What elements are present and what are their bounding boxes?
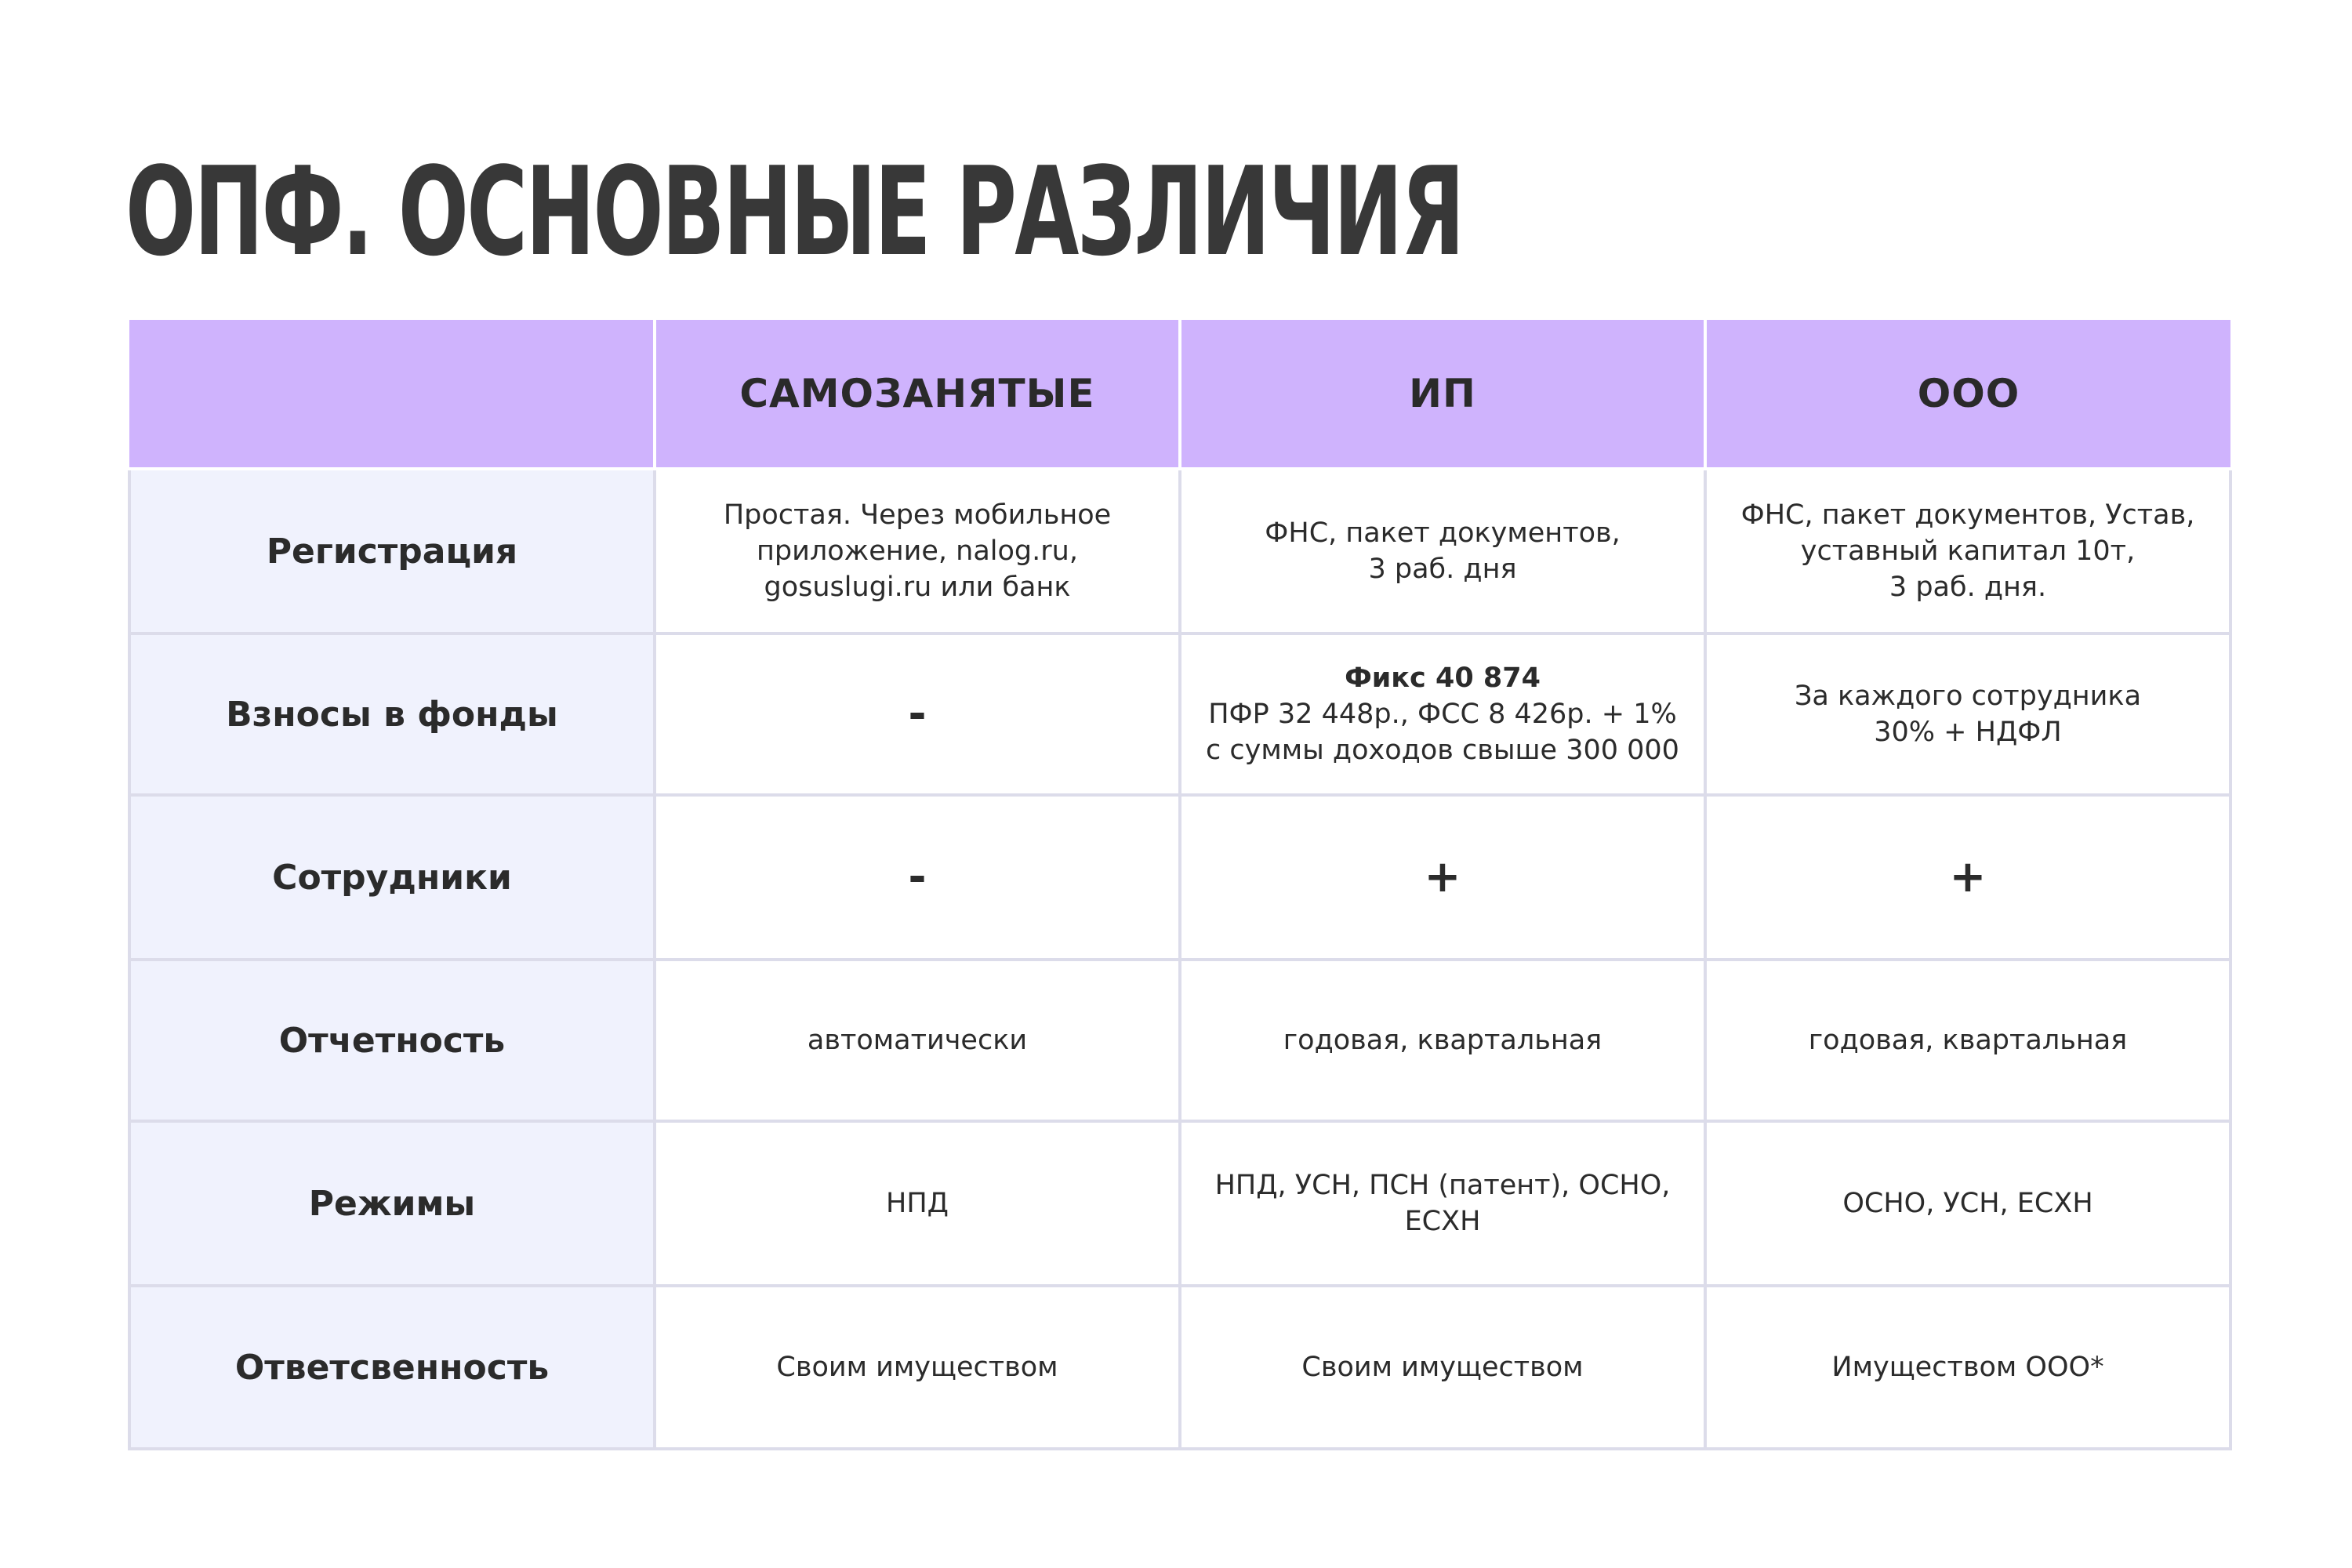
table-row-reporting [129, 960, 2230, 1121]
header-corner-cell [129, 320, 655, 469]
cell-regimes-self-employed: НПД [655, 1121, 1180, 1286]
cell-reporting-ip: годовая, квартальная [1180, 960, 1705, 1121]
cell-regimes-ip [1180, 1121, 1705, 1286]
row-label-regimes: Режимы [129, 1121, 655, 1286]
cell-text-line-bold: Фикс 40 874 [1345, 662, 1541, 694]
cell-registration-ooo [1705, 469, 2230, 633]
cell-liability-self-employed: Своим имуществом [655, 1286, 1180, 1449]
table-row-employees [129, 795, 2230, 960]
column-header-ooo: ООО [1705, 320, 2230, 469]
cell-text-line: с суммы доходов свыше 300 000 [1206, 735, 1679, 766]
table-row-contributions [129, 633, 2230, 795]
cell-text-line: 30% + НДФЛ [1874, 717, 2062, 748]
table-row-regimes [129, 1121, 2230, 1286]
table-row-registration [129, 469, 2230, 633]
cell-liability-ooo: Имуществом ООО* [1705, 1286, 2230, 1449]
page-title: ОПФ. ОСНОВНЫЕ РАЗЛИЧИЯ [125, 140, 1463, 283]
row-label-employees: Сотрудники [129, 795, 655, 960]
table-row-liability [129, 1286, 2230, 1449]
comparison-table [128, 320, 2232, 1450]
cell-text-line: ЕСХН [1404, 1206, 1481, 1237]
row-label-liability: Ответсвенность [129, 1286, 655, 1449]
cell-text-line: ФНС, пакет документов, Устав, [1740, 499, 2195, 531]
cell-text-line: 3 раб. дня. [1889, 572, 2047, 603]
cell-text-line: ФНС, пакет документов, [1265, 517, 1621, 549]
cell-regimes-ooo: ОСНО, УСН, ЕСХН [1705, 1121, 2230, 1286]
cell-liability-ip: Своим имуществом [1180, 1286, 1705, 1449]
cell-text-line: уставный капитал 10т, [1800, 535, 2136, 567]
cell-employees-ooo: + [1705, 795, 2230, 960]
cell-registration-ip [1180, 469, 1705, 633]
cell-employees-self-employed: - [655, 795, 1180, 960]
row-label-contributions: Взносы в фонды [129, 633, 655, 795]
cell-text-line: 3 раб. дня [1368, 554, 1517, 585]
cell-employees-ip: + [1180, 795, 1705, 960]
cell-text-line: gosuslugi.ru или банк [764, 572, 1071, 603]
cell-text-line: ПФР 32 448р., ФСС 8 426р. + 1% [1208, 699, 1677, 730]
cell-text-line: Простая. Через мобильное [723, 499, 1112, 531]
column-header-self-employed: САМОЗАНЯТЫЕ [655, 320, 1180, 469]
table-header-row [129, 320, 2230, 469]
row-label-reporting: Отчетность [129, 960, 655, 1121]
row-label-registration: Регистрация [129, 469, 655, 633]
cell-contributions-self-employed: - [655, 633, 1180, 795]
cell-contributions-ip [1180, 633, 1705, 795]
cell-reporting-self-employed: автоматически [655, 960, 1180, 1121]
cell-text-line: приложение, nalog.ru, [757, 535, 1078, 567]
column-header-ip: ИП [1180, 320, 1705, 469]
cell-reporting-ooo: годовая, квартальная [1705, 960, 2230, 1121]
cell-text-line: За каждого сотрудника [1794, 681, 2142, 712]
cell-registration-self-employed [655, 469, 1180, 633]
cell-contributions-ooo [1705, 633, 2230, 795]
cell-text-line: НПД, УСН, ПСН (патент), ОСНО, [1214, 1170, 1671, 1201]
